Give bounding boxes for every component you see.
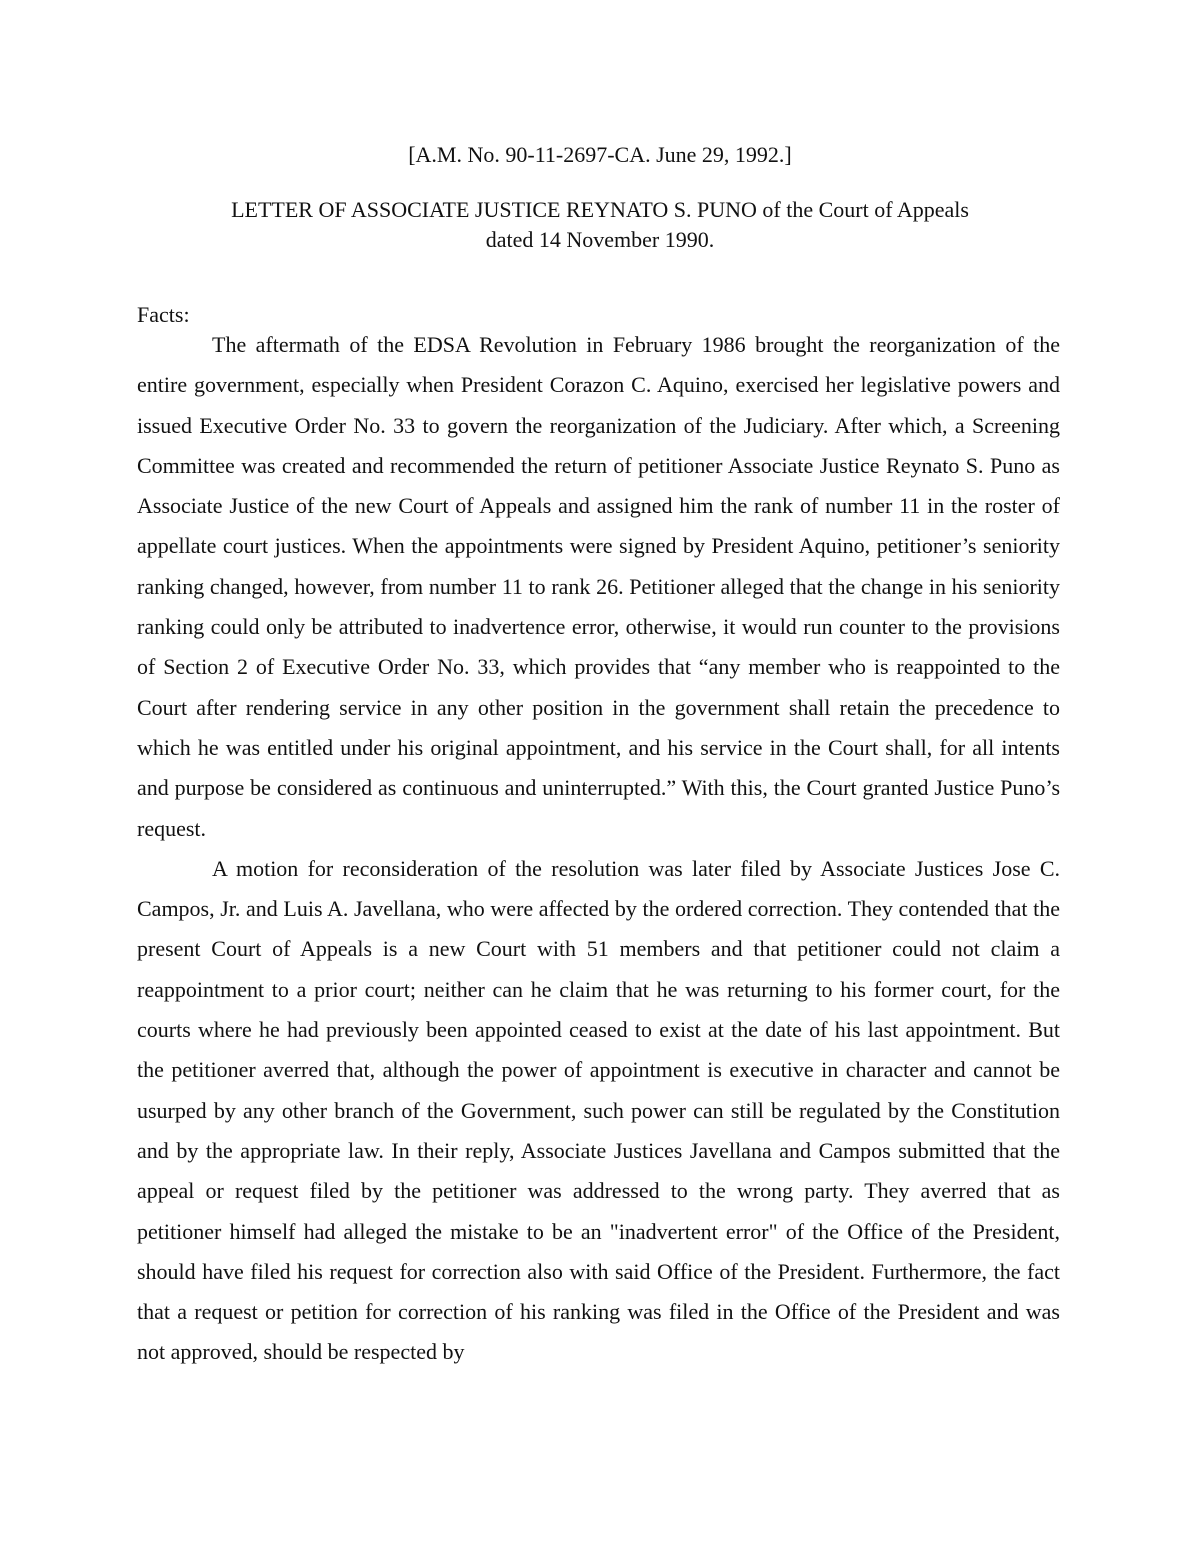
facts-body bbox=[137, 325, 1060, 1373]
facts-paragraph-1: The aftermath of the EDSA Revolution in February 1986 brought the reorganization of the entire government, especially when President Corazon C. Aquino, exercised her legislative powers and issued Executive Order No. 33 to govern the reorganization of the Judiciary. After which, a Screening Committee was created and recommended the return of petitioner Associate Justice Reynato S. Puno as Associate Justice of the new Court of Appeals and assigned him the rank of number 11 in the roster of appellate court justices. When the appointments were signed by President Aquino, petitioner’s seniority ranking changed, however, from number 11 to rank 26. Petitioner alleged that the change in his seniority ranking could only be attributed to inadvertence error, otherwise, it would run counter to the provisions of Section 2 of Executive Order No. 33, which provides that “any member who is reappointed to the Court after rendering service in any other position in the government shall retain the precedence to which he was entitled under his original appointment, and his service in the Court shall, for all intents and purpose be considered as continuous and uninterrupted.” With this, the Court granted Justice Puno’s request. bbox=[137, 332, 1060, 841]
facts-paragraph-2: A motion for reconsideration of the resolution was later filed by Associate Justices Jose C. Campos, Jr. and Luis A. Javellana, who were affected by the ordered correction. They contended that the present Court of Appeals is a new Court with 51 members and that petitioner could not claim a reappointment to a prior court; neither can he claim that he was returning to his former court, for the courts where he had previously been appointed ceased to exist at the date of his last appointment. But the petitioner averred that, although the power of appointment is executive in character and cannot be usurped by any other branch of the Government, such power can still be regulated by the Constitution and by the appropriate law. In their reply, Associate Justices Javellana and Campos submitted that the appeal or request filed by the petitioner was addressed to the wrong party. They averred that as petitioner himself had alleged the mistake to be an "inadvertent error" of the Office of the President, should have filed his request for correction also with said Office of the President. Furthermore, the fact that a request or petition for correction of his ranking was filed in the Office of the President and was not approved, should be respected by bbox=[137, 855, 1060, 1365]
case-title-line-2: dated 14 November 1990. bbox=[485, 227, 715, 252]
case-number: [A.M. No. 90-11-2697-CA. June 29, 1992.] bbox=[408, 142, 792, 167]
case-title-line-1: LETTER OF ASSOCIATE JUSTICE REYNATO S. PUNO of the Court of Appeals bbox=[231, 197, 969, 222]
case-title bbox=[150, 195, 1050, 255]
facts-heading: Facts: bbox=[137, 302, 190, 327]
